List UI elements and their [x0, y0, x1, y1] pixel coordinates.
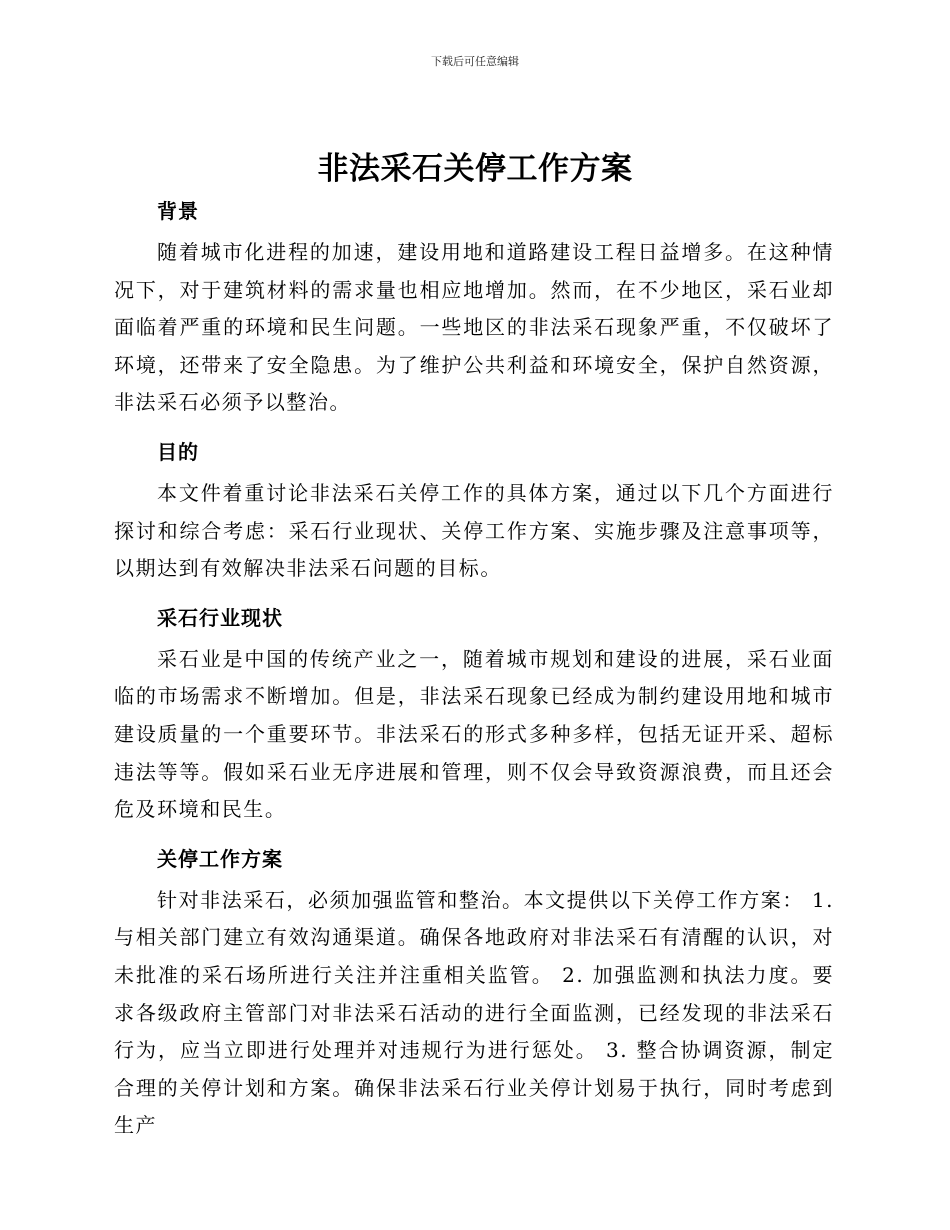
- section-heading-shutdown-plan: 关停工作方案: [157, 846, 283, 871]
- document-title: 非法采石关停工作方案: [317, 151, 633, 187]
- section-heading-background: 背景: [157, 199, 199, 223]
- section-heading-purpose: 目的: [157, 439, 199, 464]
- section-paragraph-industry-status: 采石业是中国的传统产业之一，随着城市规划和建设的进展，采石业面临的市场需求不断增加。但是，非法采石现象已经成为制约建设用地和城市建设质量的一个重要环节。非法采石的形式多种多样，包括无证开采、超标违法等等。假如采石业无序进展和管理，则不仅会导致资源浪费，而且还会危及环境和民生。: [114, 646, 834, 822]
- document-body: [114, 191, 834, 1145]
- section-paragraph-purpose: 本文件着重讨论非法采石关停工作的具体方案，通过以下几个方面进行探讨和综合考虑：采石行业现状、关停工作方案、实施步骤及注意事项等，以期达到有效解决非法采石问题的目标。: [114, 480, 834, 581]
- section-paragraph-background: 随着城市化进程的加速，建设用地和道路建设工程日益增多。在这种情况下，对于建筑材料的需求量也相应地增加。然而，在不少地区，采石业却面临着严重的环境和民生问题。一些地区的非法采石现象严重，不仅破坏了环境，还带来了安全隐患。为了维护公共利益和环境安全，保护自然资源，非法采石必须予以整治。: [114, 240, 834, 415]
- page-header-note: 下载后可任意编辑: [431, 55, 519, 68]
- section-paragraph-shutdown-plan: 针对非法采石，必须加强监管和整治。本文提供以下关停工作方案： 1. 与相关部门建立有效沟通渠道。确保各地政府对非法采石有清醒的认识，对未批准的采石场所进行关注并注重相关监管。 2. 加强监测和执法力度。要求各级政府主管部门对非法采石活动的进行全面监测，已经发现的非法采石行为，应当立即进行处理并对违规行为进行惩处。 3. 整合协调资源，制定合理的关停计划和方案。确保非法采石行业关停计划易于执行，同时考虑到生产: [114, 887, 834, 1138]
- section-heading-industry-status: 采石行业现状: [157, 605, 283, 630]
